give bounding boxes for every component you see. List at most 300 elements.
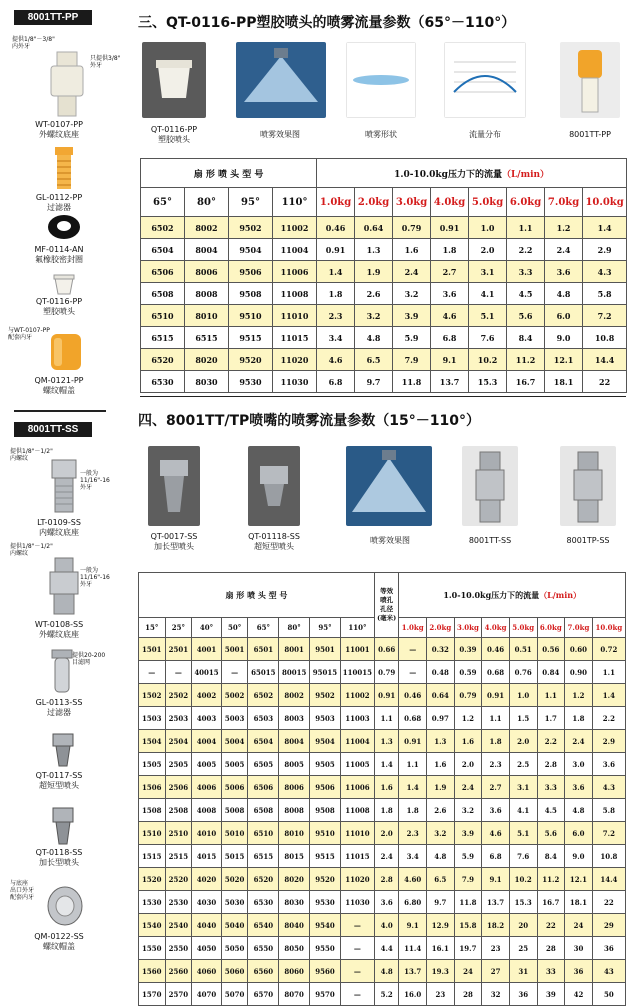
t2-cell: 5004: [221, 730, 248, 753]
t2-cell: 9501: [310, 638, 341, 661]
t2-cell: 2.5: [509, 753, 537, 776]
t2-cell: 25: [509, 937, 537, 960]
t1-cell: 5.6: [507, 305, 545, 327]
t2-cell: 0.68: [399, 707, 427, 730]
t2-cell: 4004: [192, 730, 222, 753]
t1-model-header: 扇 形 喷 头 型 号: [141, 159, 317, 188]
t1-cell: 10.2: [469, 349, 507, 371]
filter-pp-image: [49, 145, 79, 193]
t2-cell: 0.76: [509, 661, 537, 684]
t1-cell: 9515: [229, 327, 273, 349]
t2-cell: 9530: [310, 891, 341, 914]
t2-cell: 42: [565, 983, 593, 1006]
s4-image-8001tp-ss: [560, 446, 616, 526]
t2-cell: 1508: [139, 799, 166, 822]
t2-cell: 9560: [310, 960, 341, 983]
t2-cell: 2.3: [399, 822, 427, 845]
t2-row: [139, 730, 626, 753]
t1-cell: 0.79: [393, 217, 431, 239]
t2-cell: 1.1: [399, 753, 427, 776]
t1-cell: 6.0: [545, 305, 583, 327]
t2-cell: 1530: [139, 891, 166, 914]
t2-pressure: 5.0kg: [509, 618, 537, 638]
t2-cell: 6520: [248, 868, 279, 891]
t2-cell: 4.3: [592, 776, 625, 799]
t2-cell: 1.6: [427, 753, 455, 776]
t2-cell: 2.0: [509, 730, 537, 753]
t2-cell: 2506: [165, 776, 192, 799]
t2-cell: 4.8: [565, 799, 593, 822]
part-code-4: QT-0116-PP: [35, 297, 83, 306]
t2-cell: 2530: [165, 891, 192, 914]
t2-cell: 5.9: [454, 845, 482, 868]
section-divider: [140, 396, 626, 397]
t1-pressure: 10.0kg: [583, 188, 627, 217]
t2-pressure: 4.0kg: [482, 618, 510, 638]
t2-cell: 9540: [310, 914, 341, 937]
t2-cell: 8004: [279, 730, 310, 753]
t2-cell: 7.2: [592, 822, 625, 845]
nozzle-pp-image: [52, 272, 76, 296]
t1-cell: 2.4: [545, 239, 583, 261]
t2-cell: 3.2: [454, 799, 482, 822]
t2-cell: 2.4: [454, 776, 482, 799]
t1-cell: 6515: [185, 327, 229, 349]
t2-cell: —: [165, 661, 192, 684]
t2-cell: 3.4: [399, 845, 427, 868]
nozzle-ss-short-image: [50, 732, 76, 768]
t2-cell: 4003: [192, 707, 222, 730]
t1-cell: 22: [583, 371, 627, 393]
t1-cell: 3.1: [469, 261, 507, 283]
t2-cell: 8005: [279, 753, 310, 776]
t2-row: [139, 868, 626, 891]
t2-cell: 5040: [221, 914, 248, 937]
t2-cell: 1.6: [374, 776, 398, 799]
t2-cell: 1.5: [509, 707, 537, 730]
t2-cell: 4.0: [374, 914, 398, 937]
t1-cell: 2.3: [317, 305, 355, 327]
note-cap-thread: 与WT-0107-PP 配套内牙: [8, 327, 50, 341]
t2-cell: 18.2: [482, 914, 510, 937]
t2-cell: 0.91: [482, 684, 510, 707]
t2-cell: 9570: [310, 983, 341, 1006]
t2-model-header: 扇 形 喷 头 型 号: [139, 573, 375, 618]
t2-cell: 11015: [340, 845, 374, 868]
t1-cell: 8030: [185, 371, 229, 393]
t2-cell: 11010: [340, 822, 374, 845]
t2-cell: 20: [509, 914, 537, 937]
t2-cell: 11002: [340, 684, 374, 707]
t1-angle: 95°: [229, 188, 273, 217]
t2-cell: 0.91: [374, 684, 398, 707]
t2-cell: 1.8: [374, 799, 398, 822]
part-name-1: 外螺纹底座: [39, 130, 79, 139]
t2-cell: 4008: [192, 799, 222, 822]
t1-cell: 5.8: [583, 283, 627, 305]
t2-cell: 8070: [279, 983, 310, 1006]
t2-cell: 1.6: [454, 730, 482, 753]
t1-cell: 1.1: [507, 217, 545, 239]
t2-row: [139, 822, 626, 845]
t2-cell: 12.1: [565, 868, 593, 891]
t2-cell: 7.9: [454, 868, 482, 891]
t1-cell: 8002: [185, 217, 229, 239]
t2-row: [139, 684, 626, 707]
t1-cell: 6530: [141, 371, 185, 393]
t1-pressure: 3.0kg: [393, 188, 431, 217]
t2-cell: 9503: [310, 707, 341, 730]
t2-cell: 3.2: [427, 822, 455, 845]
t1-cell: 16.7: [507, 371, 545, 393]
t2-cell: 5005: [221, 753, 248, 776]
t2-angle: 15°: [139, 618, 166, 638]
base-ss-external-image: [46, 556, 82, 616]
t2-cell: 5070: [221, 983, 248, 1006]
t2-cell: 9510: [310, 822, 341, 845]
t1-cell: 9.0: [545, 327, 583, 349]
t2-cell: 4006: [192, 776, 222, 799]
t2-row: [139, 776, 626, 799]
t2-cell: 23: [427, 983, 455, 1006]
t2-cell: 5003: [221, 707, 248, 730]
t2-cell: 24: [454, 960, 482, 983]
t2-cell: 8030: [279, 891, 310, 914]
t2-cell: 4020: [192, 868, 222, 891]
t1-flow-header-cell: [317, 159, 627, 188]
t2-cell: 24: [565, 914, 593, 937]
t2-cell: 6501: [248, 638, 279, 661]
t1-cell: 9502: [229, 217, 273, 239]
ss-part-code-3: GL-0113-SS: [35, 698, 83, 707]
t2-flow-header-cell: [399, 573, 626, 618]
t1-cell: 1.9: [355, 261, 393, 283]
t1-cell: 1.4: [583, 217, 627, 239]
t2-cell: 11.4: [399, 937, 427, 960]
t2-cell: 9.1: [399, 914, 427, 937]
t2-cell: 0.46: [482, 638, 510, 661]
t2-cell: 3.3: [537, 776, 565, 799]
t1-cell: 4.5: [507, 283, 545, 305]
t2-flow-header: 1.0-10.0kg压力下的流量: [443, 589, 540, 600]
t1-cell: 3.2: [393, 283, 431, 305]
t2-cell: 1540: [139, 914, 166, 937]
t1-cell: 0.91: [431, 217, 469, 239]
t2-cell: 27: [482, 960, 510, 983]
t1-row: [141, 239, 627, 261]
t1-cell: 5.9: [393, 327, 431, 349]
t2-cell: 1505: [139, 753, 166, 776]
t1-cell: 18.1: [545, 371, 583, 393]
t2-cell: 32: [482, 983, 510, 1006]
t2-cell: 6508: [248, 799, 279, 822]
t2-row: [139, 960, 626, 983]
t1-cell: 3.4: [317, 327, 355, 349]
ss-part-name-2: 外螺纹底座: [39, 630, 79, 639]
t2-cell: 36: [592, 937, 625, 960]
t2-cell: 13.7: [482, 891, 510, 914]
t1-cell: 1.4: [317, 261, 355, 283]
t1-cell: 6515: [141, 327, 185, 349]
t2-cell: 8020: [279, 868, 310, 891]
t2-cell: 2.7: [482, 776, 510, 799]
t2-row: [139, 638, 626, 661]
t1-cell: 0.91: [317, 239, 355, 261]
ss-part-code-6: QM-0122-SS: [34, 932, 84, 941]
t2-cell: 11.2: [537, 868, 565, 891]
s3-caption-5: 8001TT-PP: [569, 130, 611, 139]
t1-flow-header: 1.0-10.0kg压力下的流量: [394, 169, 502, 180]
t2-angle: 65°: [248, 618, 279, 638]
t2-cell: 9550: [310, 937, 341, 960]
t2-cell: 19.7: [454, 937, 482, 960]
base-ss-internal-image: [48, 458, 80, 514]
t1-cell: 8004: [185, 239, 229, 261]
t2-cell: 3.9: [454, 822, 482, 845]
t2-cell: 3.6: [565, 776, 593, 799]
part-code-2: GL-0112-PP: [35, 193, 83, 202]
t2-cell: 2520: [165, 868, 192, 891]
t2-cell: 16.0: [399, 983, 427, 1006]
t2-cell: 8008: [279, 799, 310, 822]
note-ss-b: 一般为 11/16"-16 外牙: [80, 470, 110, 491]
t1-cell: 8006: [185, 261, 229, 283]
s3-caption-3: 喷雾形状: [365, 130, 397, 139]
t2-cell: 5020: [221, 868, 248, 891]
t2-cell: 1.4: [592, 684, 625, 707]
t2-cell: 0.91: [399, 730, 427, 753]
t2-cell: 1506: [139, 776, 166, 799]
note-thread-side: 只提供3/8" 外牙: [90, 55, 121, 69]
t2-cell: —: [139, 661, 166, 684]
t2-cell: 5060: [221, 960, 248, 983]
t2-cell: 2502: [165, 684, 192, 707]
t2-cell: 30: [565, 937, 593, 960]
s4-image-8001tt-ss: [462, 446, 518, 526]
t1-cell: 6508: [141, 283, 185, 305]
t1-pressure: 6.0kg: [507, 188, 545, 217]
ss-part-name-5: 加长型喷头: [39, 858, 79, 867]
note-ss-e: 提供20-200 目滤网: [72, 652, 106, 666]
t1-cell: 8010: [185, 305, 229, 327]
t1-cell: 6.8: [317, 371, 355, 393]
t1-cell: 7.9: [393, 349, 431, 371]
t2-cell: 1.7: [537, 707, 565, 730]
t2-cell: 5008: [221, 799, 248, 822]
t2-cell: —: [221, 661, 248, 684]
t2-cell: 2510: [165, 822, 192, 845]
t2-cell: 1.1: [592, 661, 625, 684]
t2-pressure: 10.0kg: [592, 618, 625, 638]
t1-pressure: 1.0kg: [317, 188, 355, 217]
t2-cell: 9502: [310, 684, 341, 707]
t2-cell: 6502: [248, 684, 279, 707]
t1-row: [141, 217, 627, 239]
t2-cell: 2.0: [454, 753, 482, 776]
t2-cell: 40015: [192, 661, 222, 684]
t2-cell: 11001: [340, 638, 374, 661]
t2-cell: 6540: [248, 914, 279, 937]
t1-cell: 6510: [141, 305, 185, 327]
t1-cell: 12.1: [545, 349, 583, 371]
t1-cell: 4.3: [583, 261, 627, 283]
t1-cell: 8020: [185, 349, 229, 371]
t2-cell: 9506: [310, 776, 341, 799]
t2-cell: 110015: [340, 661, 374, 684]
t2-pressure: 3.0kg: [454, 618, 482, 638]
t2-cell: 9508: [310, 799, 341, 822]
t2-cell: 9.0: [565, 845, 593, 868]
t2-cell: 4001: [192, 638, 222, 661]
t2-cell: 1560: [139, 960, 166, 983]
t2-cell: 1.4: [374, 753, 398, 776]
t1-cell: 8.4: [507, 327, 545, 349]
t2-cell: 2.6: [427, 799, 455, 822]
cap-pp-image: [48, 330, 84, 374]
part-name-2: 过滤器: [47, 203, 71, 212]
t2-cell: 9520: [310, 868, 341, 891]
t2-cell: 7.6: [509, 845, 537, 868]
s3-caption-2: 喷雾效果图: [260, 130, 300, 139]
t2-cell: 43: [592, 960, 625, 983]
t2-cell: 3.6: [374, 891, 398, 914]
t2-cell: 4.6: [482, 822, 510, 845]
t2-cell: —: [399, 661, 427, 684]
t2-cell: 1570: [139, 983, 166, 1006]
t1-angle: 80°: [185, 188, 229, 217]
ss-part-name-4: 超短型喷头: [39, 781, 79, 790]
t2-cell: 2505: [165, 753, 192, 776]
note-ss-a: 提供1/8"－1/2" 内螺纹: [10, 448, 53, 462]
t2-cell: 80015: [279, 661, 310, 684]
t1-cell: 9520: [229, 349, 273, 371]
t2-cell: 6.0: [565, 822, 593, 845]
t2-cell: 9.7: [427, 891, 455, 914]
t2-cell: 1515: [139, 845, 166, 868]
ss-part-code-4: QT-0117-SS: [35, 771, 83, 780]
t2-cell: 11005: [340, 753, 374, 776]
t1-cell: 9510: [229, 305, 273, 327]
t2-cell: 2515: [165, 845, 192, 868]
t1-cell: 11002: [273, 217, 317, 239]
s4-caption-2b: 超短型喷头: [254, 542, 294, 551]
t2-cell: 4.60: [399, 868, 427, 891]
t2-cell: 8015: [279, 845, 310, 868]
t2-cell: 8002: [279, 684, 310, 707]
t2-cell: 2550: [165, 937, 192, 960]
t2-cell: 6510: [248, 822, 279, 845]
ss-part-name-3: 过滤器: [47, 708, 71, 717]
t2-cell: 0.84: [537, 661, 565, 684]
t1-cell: 2.2: [507, 239, 545, 261]
t2-cell: 6.8: [482, 845, 510, 868]
t1-cell: 11004: [273, 239, 317, 261]
t2-cell: 6503: [248, 707, 279, 730]
t2-angle: 110°: [340, 618, 374, 638]
t2-angle: 25°: [165, 618, 192, 638]
t1-cell: 11010: [273, 305, 317, 327]
t1-cell: 9508: [229, 283, 273, 305]
t2-body: [139, 638, 626, 1006]
t2-cell: 1503: [139, 707, 166, 730]
t2-cell: 0.79: [454, 684, 482, 707]
t2-cell: 5.6: [537, 822, 565, 845]
t2-row: [139, 845, 626, 868]
s4-caption-2: QT-01118-SS: [248, 532, 300, 541]
t2-row: [139, 937, 626, 960]
s3-caption-1: QT-0116-PP: [150, 125, 198, 134]
t2-cell: 95015: [310, 661, 341, 684]
t2-cell: 2.2: [537, 730, 565, 753]
t2-cell: 1520: [139, 868, 166, 891]
t1-pressure: 5.0kg: [469, 188, 507, 217]
t2-cell: 6.80: [399, 891, 427, 914]
t1-cell: 6506: [141, 261, 185, 283]
t1-cell: 1.3: [355, 239, 393, 261]
t2-cell: 8060: [279, 960, 310, 983]
t2-cell: 5030: [221, 891, 248, 914]
t1-cell: 3.3: [507, 261, 545, 283]
t2-cell: 5050: [221, 937, 248, 960]
part-name-5: 螺纹帽盖: [43, 386, 75, 395]
t1-pressure: 4.0kg: [431, 188, 469, 217]
part-name-3: 氟橡胶密封圈: [35, 255, 83, 264]
t2-cell: 0.46: [399, 684, 427, 707]
t1-row: [141, 327, 627, 349]
t1-cell: 9.7: [355, 371, 393, 393]
t1-cell: 4.6: [317, 349, 355, 371]
t2-cell: 8.4: [537, 845, 565, 868]
t2-cell: 1510: [139, 822, 166, 845]
t2-cell: 50: [592, 983, 625, 1006]
t2-cell: 4.1: [509, 799, 537, 822]
t2-row: [139, 914, 626, 937]
t1-cell: 6.8: [431, 327, 469, 349]
t2-cell: 10.2: [509, 868, 537, 891]
t2-cell: 4.5: [537, 799, 565, 822]
t2-cell: 11006: [340, 776, 374, 799]
t2-cell: 2503: [165, 707, 192, 730]
t2-cell: 19.3: [427, 960, 455, 983]
t2-cell: 6506: [248, 776, 279, 799]
t2-cell: 2.2: [592, 707, 625, 730]
t2-cell: 13.7: [399, 960, 427, 983]
t1-cell: 1.0: [469, 217, 507, 239]
t2-cell: 8010: [279, 822, 310, 845]
t2-angle: 40°: [192, 618, 222, 638]
t2-flow-unit: （L/min）: [539, 589, 582, 600]
t2-cell: 1.1: [537, 684, 565, 707]
s3-image-distribution: [444, 42, 526, 118]
t2-cell: 0.66: [374, 638, 398, 661]
t1-cell: 4.8: [355, 327, 393, 349]
t1-cell: 3.6: [545, 261, 583, 283]
t1-header-row-1: [141, 159, 627, 188]
t2-cell: 1.4: [399, 776, 427, 799]
t2-cell: 5.2: [374, 983, 398, 1006]
t2-cell: 15.3: [509, 891, 537, 914]
t2-cell: 10.8: [592, 845, 625, 868]
t1-cell: 7.6: [469, 327, 507, 349]
t2-cell: 8050: [279, 937, 310, 960]
t2-cell: 1502: [139, 684, 166, 707]
t2-cell: 14.4: [592, 868, 625, 891]
t2-cell: 31: [509, 960, 537, 983]
part-name-4: 塑胶喷头: [43, 307, 75, 316]
t2-header-row-1: [139, 573, 626, 618]
t1-cell: 11015: [273, 327, 317, 349]
s4-caption-4: 8001TT-SS: [468, 536, 512, 545]
